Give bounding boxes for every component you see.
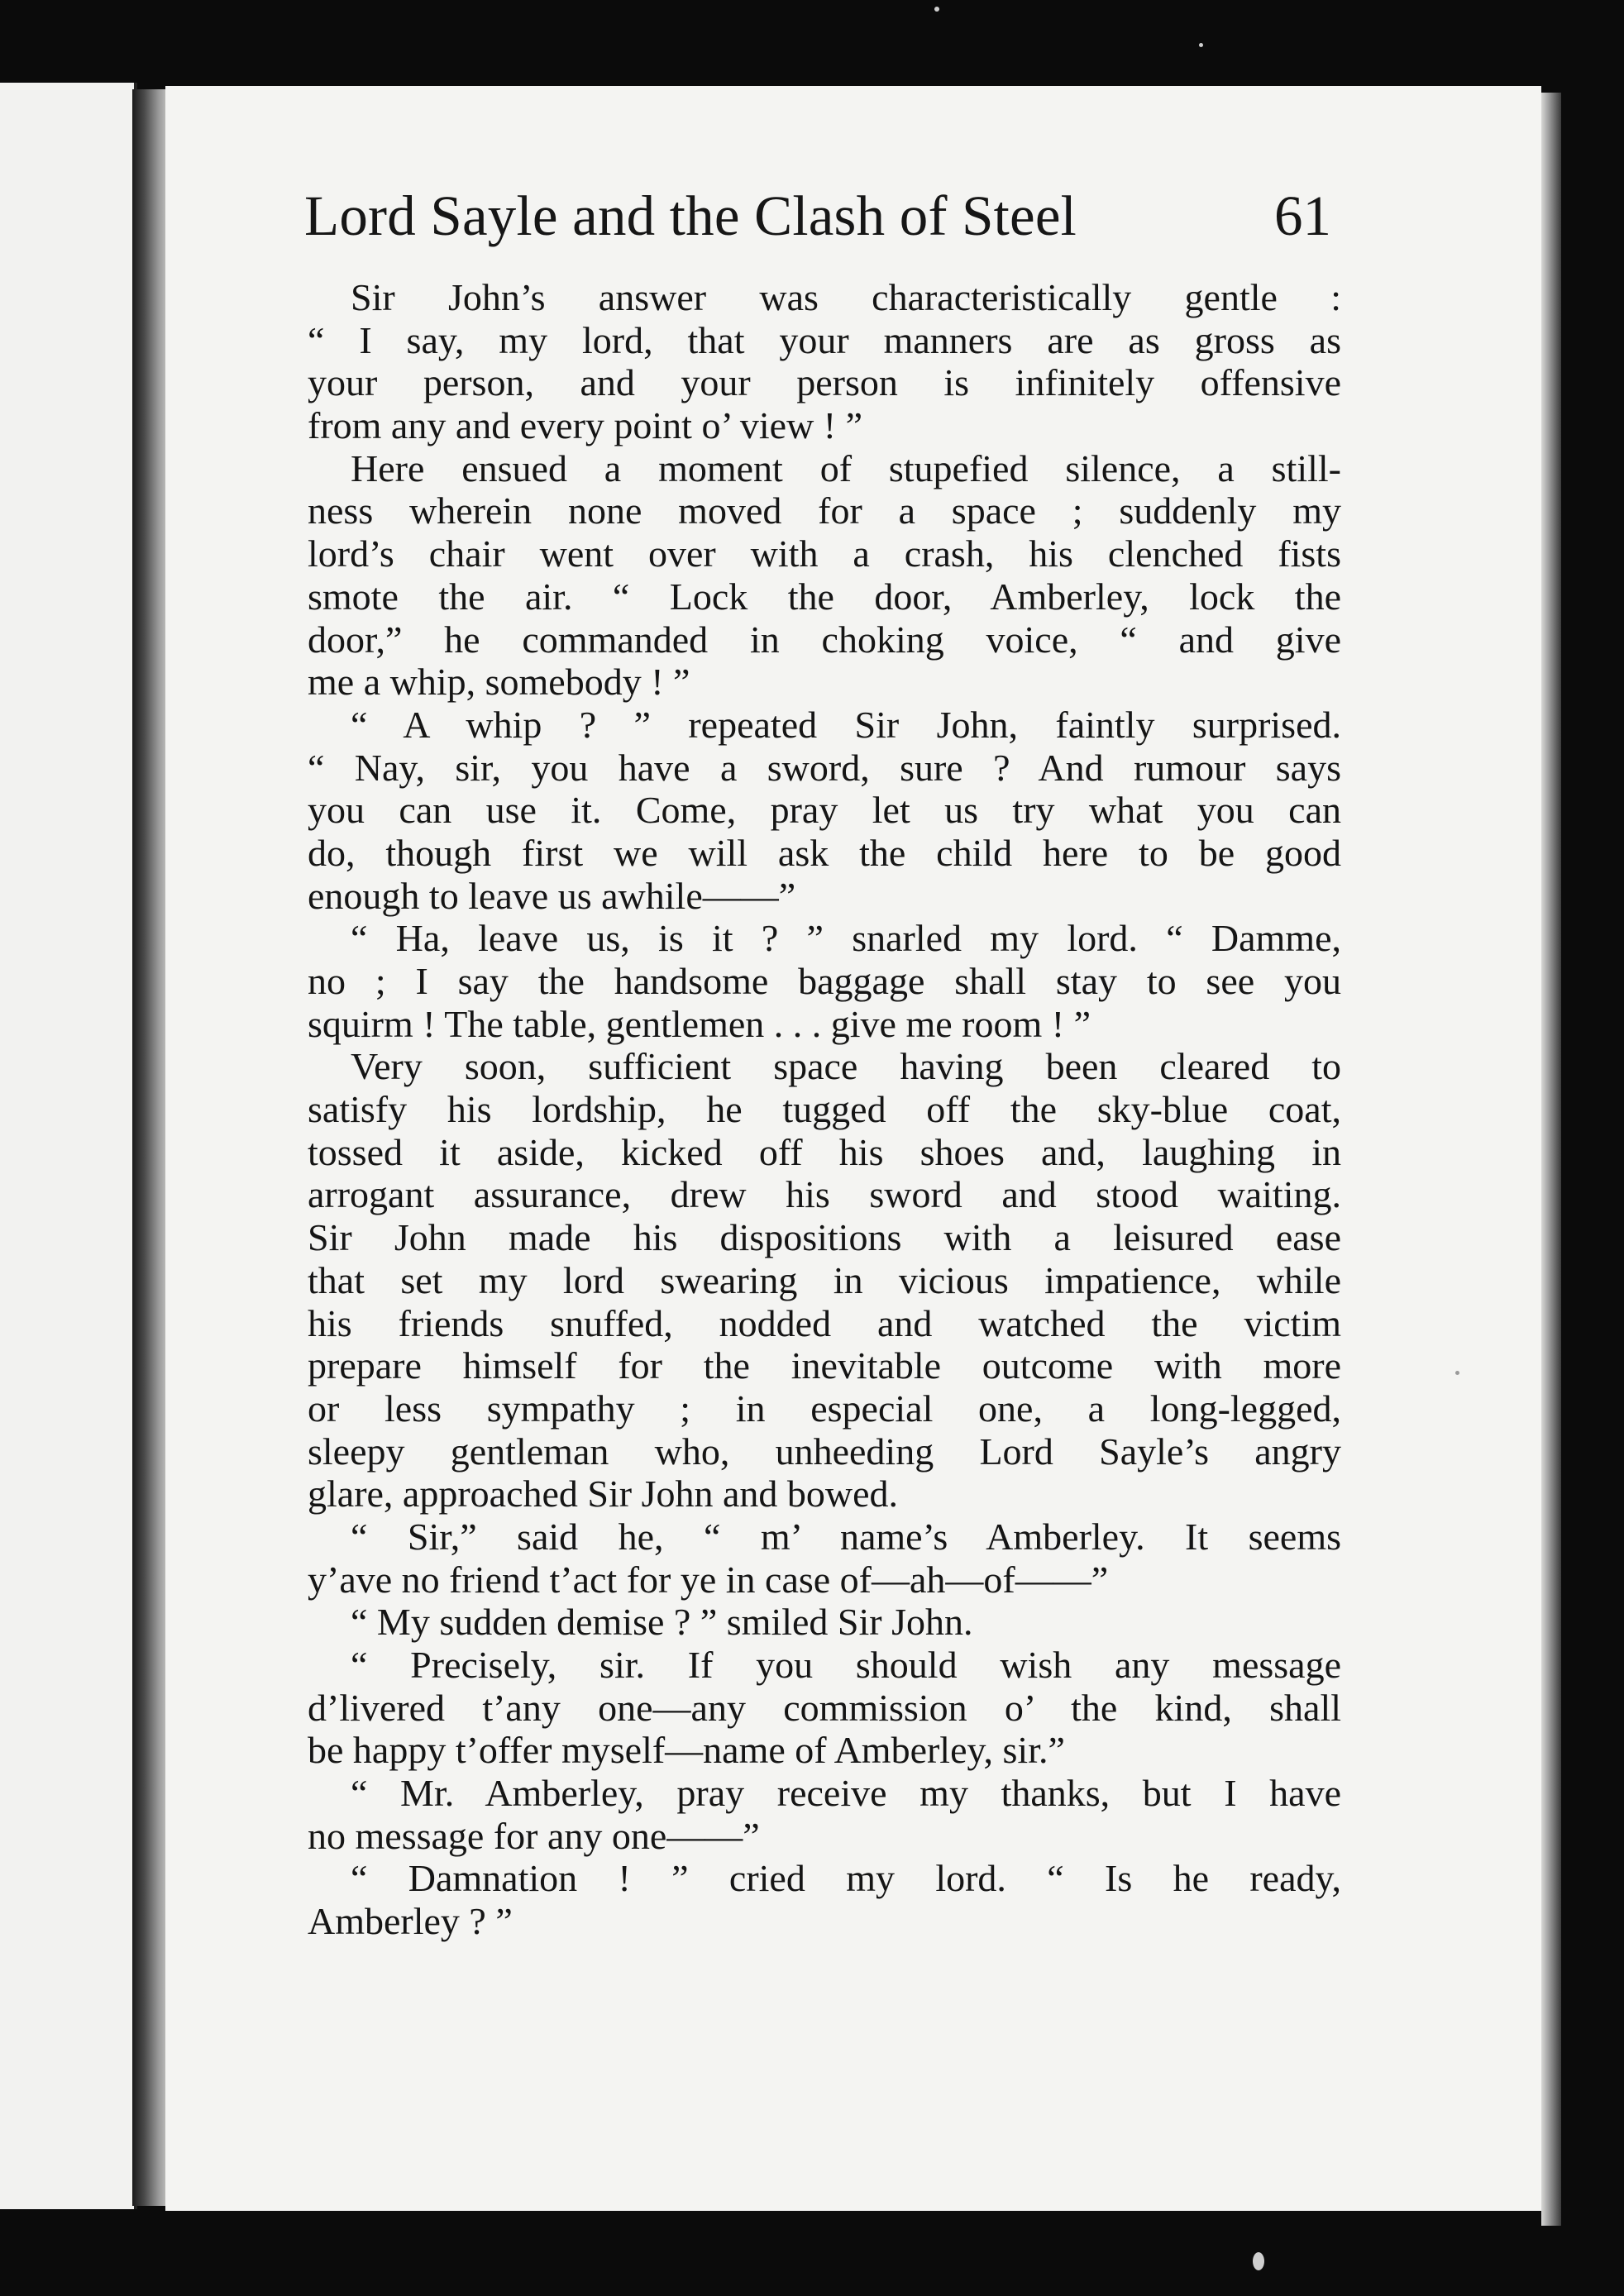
text-line: do, though first we will ask the child here to be good <box>308 831 1341 874</box>
text-line: Here ensued a moment of stupefied silence, a still- <box>351 446 1341 489</box>
left-page-edge <box>0 83 137 2209</box>
right-page-edge <box>1541 93 1561 2226</box>
text-line: Sir John’s answer was characteristically gentle : <box>351 276 1341 318</box>
text-line: or less sympathy ; in especial one, a long-legged, <box>308 1387 1341 1430</box>
text-line: d’livered t’any one—any commission o’ the kind, shall <box>308 1686 1341 1729</box>
text-line: prepare himself for the inevitable outcome with more <box>308 1344 1341 1387</box>
text-line: ness wherein none moved for a space ; suddenly my <box>308 489 1341 532</box>
text-line: arrogant assurance, drew his sword and stood waiting. <box>308 1173 1341 1216</box>
text-line: his friends snuffed, nodded and watched the victim <box>308 1301 1341 1344</box>
text-line: “ Mr. Amberley, pray receive my thanks, but I have <box>351 1772 1341 1815</box>
text-line: “ Nay, sir, you have a sword, sure ? And rumour says <box>308 746 1341 789</box>
text-line: enough to leave us awhile——” <box>308 874 796 917</box>
text-line: Very soon, sufficient space having been cleared to <box>351 1045 1341 1088</box>
text-line: door,” he commanded in choking voice, “ and give <box>308 618 1341 661</box>
body-text <box>308 276 1341 1943</box>
text-line: “ Sir,” said he, “ m’ name’s Amberley. It seems <box>351 1515 1341 1558</box>
text-line: from any and every point o’ view ! ” <box>308 404 863 447</box>
text-line: your person, and your person is infinitely offensive <box>308 361 1341 404</box>
text-line: “ My sudden demise ? ” smiled Sir John. <box>351 1601 973 1644</box>
text-line: tossed it aside, kicked off his shoes and, laughing in <box>308 1130 1341 1173</box>
text-line: that set my lord swearing in vicious impatience, while <box>308 1258 1341 1301</box>
scan-speck <box>1253 2252 1264 2270</box>
text-line: y’ave no friend t’act for ye in case of—ah—of——” <box>308 1558 1109 1601</box>
text-line: “ Ha, leave us, is it ? ” snarled my lord. “ Damme, <box>351 917 1341 960</box>
text-line: smote the air. “ Lock the door, Amberley, lock the <box>308 575 1341 618</box>
scan-speck <box>1199 43 1203 47</box>
text-line: no ; I say the handsome baggage shall stay to see you <box>308 960 1341 1002</box>
text-line: “ Precisely, sir. If you should wish any message <box>351 1644 1341 1686</box>
text-line: “ Damnation ! ” cried my lord. “ Is he ready, <box>351 1857 1341 1900</box>
text-line: you can use it. Come, pray let us try what you can <box>308 789 1341 832</box>
text-line: squirm ! The table, gentlemen . . . give me room ! ” <box>308 1002 1091 1045</box>
text-line: lord’s chair went over with a crash, his clenched fists <box>308 532 1341 575</box>
text-line: Sir John made his dispositions with a leisured ease <box>308 1216 1341 1259</box>
scan-speck <box>1455 1371 1459 1375</box>
text-line: me a whip, somebody ! ” <box>308 661 690 704</box>
text-line: satisfy his lordship, he tugged off the sky-blue coat, <box>308 1088 1341 1131</box>
text-line: Amberley ? ” <box>308 1900 513 1943</box>
scan-speck <box>934 7 939 12</box>
running-head <box>304 184 1331 250</box>
text-line: “ I say, my lord, that your manners are as gross as <box>308 318 1341 361</box>
running-title: Lord Sayle and the Clash of Steel <box>304 184 1077 247</box>
text-line: glare, approached Sir John and bowed. <box>308 1473 899 1516</box>
text-line: no message for any one——” <box>308 1814 760 1857</box>
text-line: sleepy gentleman who, unheeding Lord Sayle’s angry <box>308 1430 1341 1473</box>
text-line: “ A whip ? ” repeated Sir John, faintly surprised. <box>351 703 1341 746</box>
page-number: 61 <box>1274 184 1331 247</box>
text-line: be happy t’offer myself—name of Amberley, sir.” <box>308 1729 1065 1772</box>
